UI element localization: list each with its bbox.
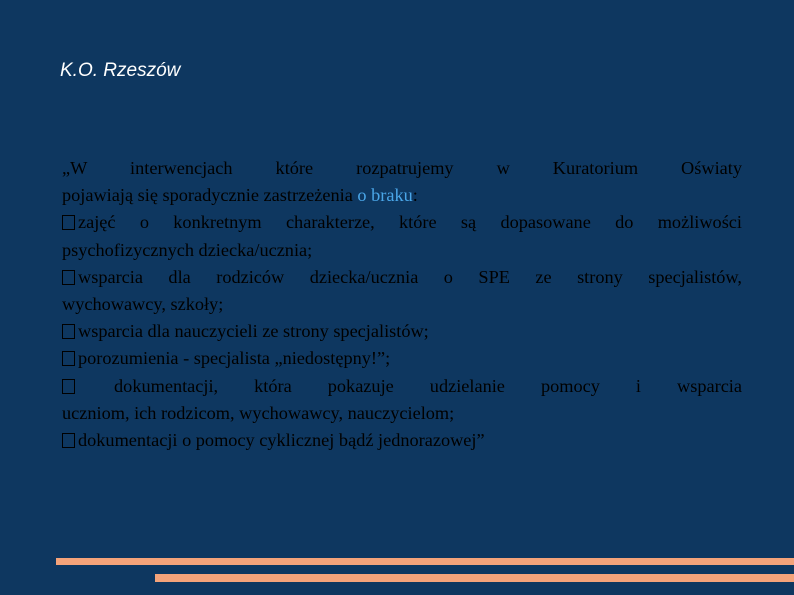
checkbox-square-icon [62,379,75,394]
slide-body [62,155,742,454]
list-item [62,373,742,400]
intro-line-1: „W interwencjach które rozpatrujemy w Kuratorium Oświaty [62,158,742,178]
list-item-text: porozumienia - specjalista „niedostępny!”; [78,348,391,369]
list-item-text: dokumentacji, która pokazuje udzielanie pomocy i wsparcia [78,375,742,396]
accent-bar-bottom [155,574,794,582]
list-item-continuation: wychowawcy, szkoły; [62,294,224,315]
intro-colon: : [412,185,418,206]
list-item [62,345,742,372]
intro-highlight: o braku [357,185,413,206]
intro-line-2 [62,182,742,209]
checkbox-square-icon [62,215,75,230]
accent-bar-top [56,558,794,565]
list-item-text: wsparcia dla nauczycieli ze strony specjalistów; [78,321,429,342]
checkbox-square-icon [62,433,75,448]
slide-title: K.O. Rzeszów [60,60,181,81]
list-item-continuation: psychofizycznych dziecka/ucznia; [62,239,313,260]
checkbox-square-icon [62,351,75,366]
list-item [62,318,742,345]
checkbox-square-icon [62,270,75,285]
checkbox-square-icon [62,324,75,339]
list-item [62,427,742,454]
list-item-text: zajęć o konkretnym charakterze, które są dopasowane do możliwości [78,212,742,233]
list-item-continuation: uczniom, ich rodzicom, wychowawcy, nauczycielom; [62,402,455,423]
list-item [62,209,742,236]
list-item-text: wsparcia dla rodziców dziecka/ucznia o SPE ze strony specjalistów, [78,266,742,287]
list-item [62,264,742,291]
intro-text: pojawiają się sporadycznie zastrzeżenia [62,185,358,206]
list-item-text: dokumentacji o pomocy cyklicznej bądź jednorazowej” [78,430,485,451]
